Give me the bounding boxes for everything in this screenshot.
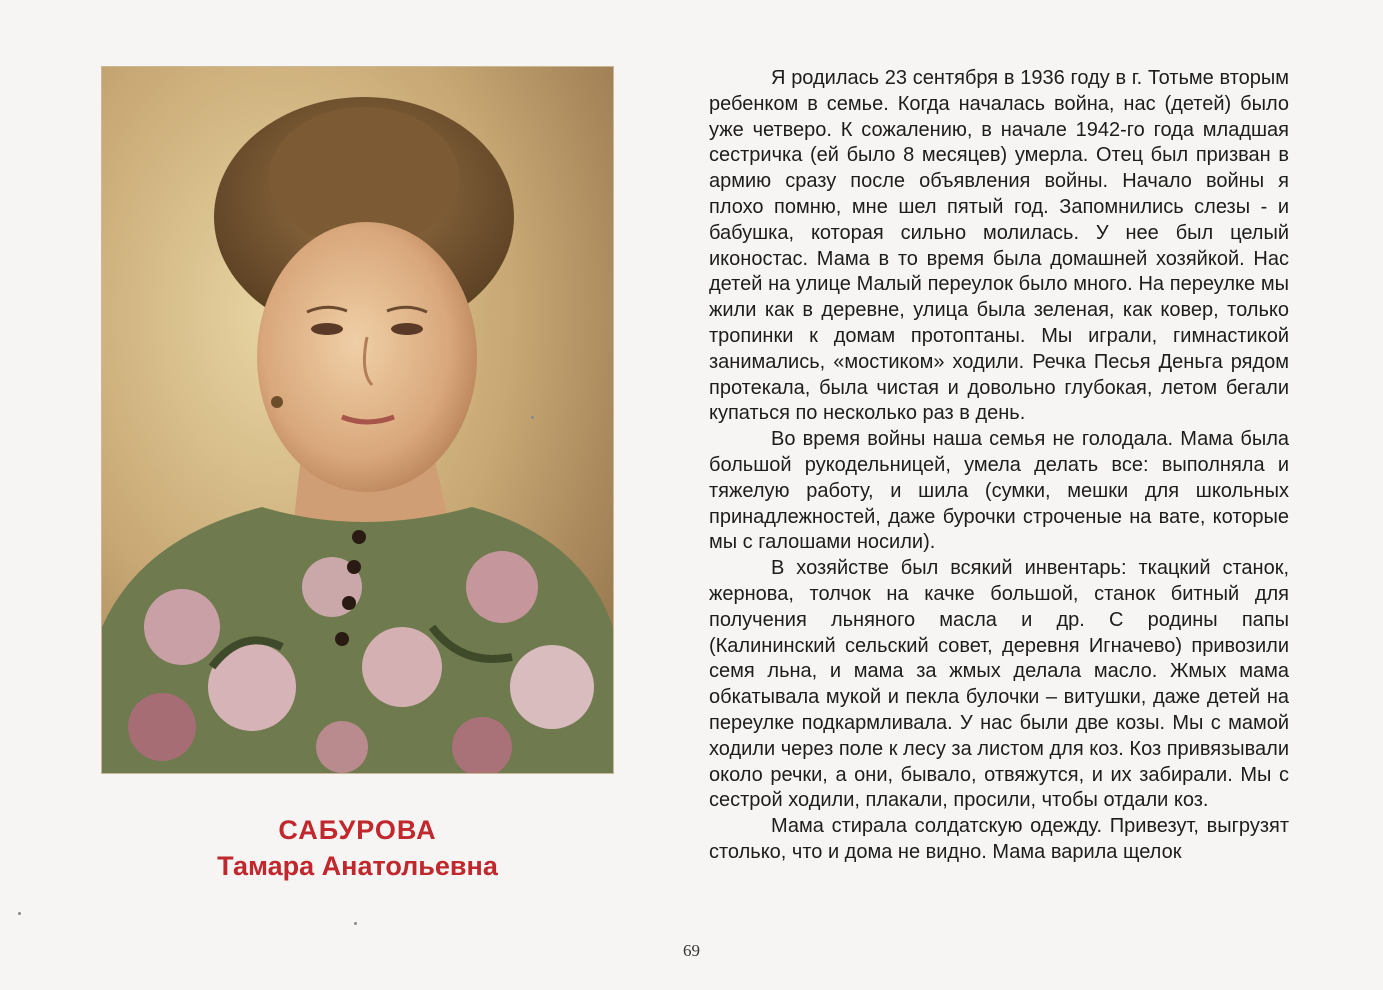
paragraph: Мама стирала солдатскую одежду. Привезут, выгрузят столько, что и дома не видно. Мама варила щелок — [709, 815, 1289, 863]
scan-speck — [354, 922, 357, 925]
memoir-text — [709, 66, 1289, 866]
scan-speck — [531, 416, 534, 419]
person-name-caption — [102, 812, 613, 884]
paragraph: Я родилась 23 сентября в 1936 году в г. Тотьме вторым ребенком в семье. Когда началась война, нас (детей) было уже четверо. К сожалению, в начале 1942-го года младшая сестричка (ей было 8 месяцев) умерла. Отец был призван в армию сразу после объявления войны. Начало войны я плохо помню, мне шел пятый год. Запомнились слезы - и бабушка, которая сильно молилась. У нее был целый иконостас. Мама в то время была домашней хозяйкой. Нас детей на улице Малый переулок было много. На переулке мы жили как в деревне, улица была зеленая, как ковер, только тропинки к домам протоптаны. Мы играли, гимнастикой занимались, «мостиком» ходили. Речка Песья Деньга рядом протекала, была чистая и довольно глубокая, летом бегали купаться по несколько раз в день. — [709, 67, 1289, 425]
surname: САБУРОВА — [278, 815, 437, 845]
given-names: Тамара Анатольевна — [217, 851, 498, 881]
page-number: 69 — [683, 941, 700, 960]
paragraph: В хозяйстве был всякий инвентарь: ткацкий станок, жернова, толчок на качке большой, станок битный для получения льняного масла и др. С родины папы (Калининский сельский совет, деревня Игначево) привозили семя льна, и мама за жмых делала масло. Жмых мама обкатывала мукой и пекла булочки – витушки, даже детей на переулке подкармливала. У нас были две козы. Мы с мамой ходили через поле к лесу за листом для коз. Коз привязывали около речки, а они, бывало, отвяжутся, и их забирали. Мы с сестрой ходили, плакали, просили, чтобы отдали коз. — [709, 557, 1289, 812]
portrait-photo — [102, 67, 613, 773]
scan-speck — [18, 912, 21, 915]
paragraph: Во время войны наша семья не голодала. Мама была большой рукодельницей, умела делать все: выполняла и тяжелую работу, и шила (сумки, мешки для школьных принадлежностей, даже бурочки строченые на вате, которые мы с галошами носили). — [709, 428, 1289, 554]
